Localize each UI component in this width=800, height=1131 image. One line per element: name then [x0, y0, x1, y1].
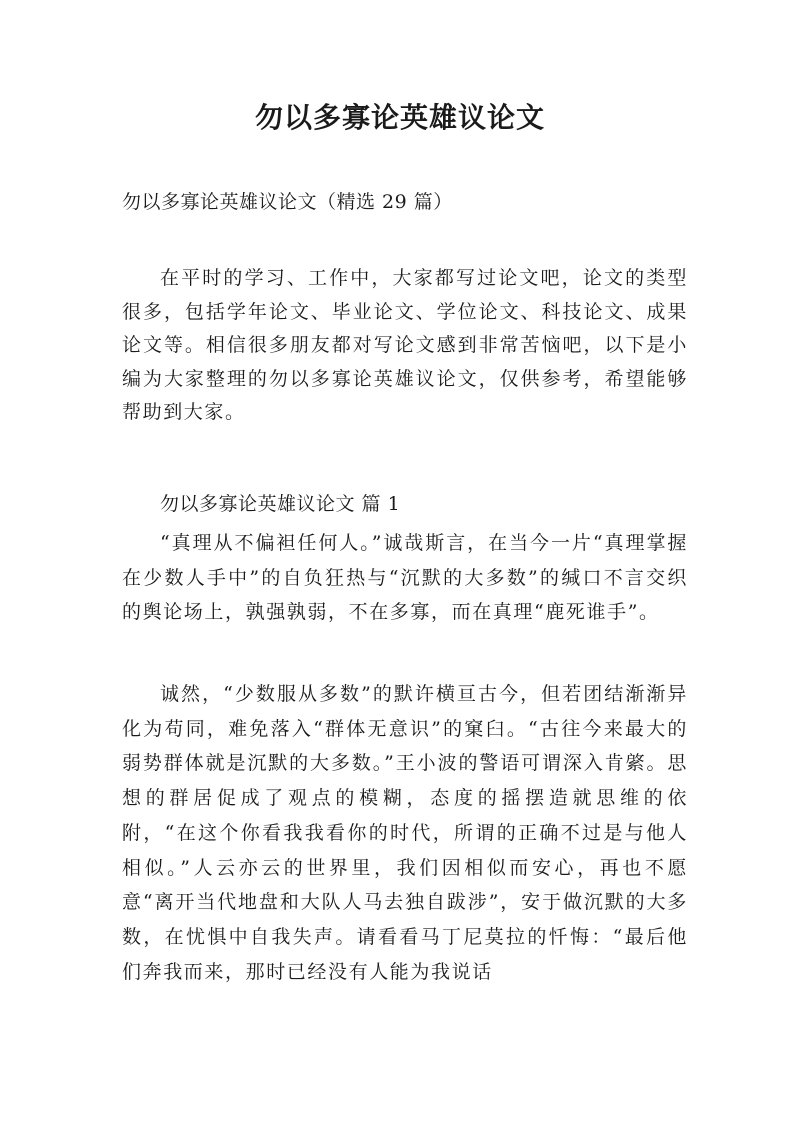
document-subtitle: 勿以多寡论英雄议论文（精选 29 篇） [122, 191, 453, 213]
body-paragraph-1: “真理从不偏袒任何人。”诚哉斯言，在当今一片“真理掌握在少数人手中”的自负狂热与“沉默的大多数”的缄口不言交织的舆论场上，孰强孰弱，不在多寡，而在真理“鹿死谁手”。 [122, 532, 688, 624]
body-paragraph-2: 诚然，“少数服从多数”的默许横亘古今，但若团结渐渐异化为苟同，难免落入“群体无意识”的窠臼。“古往今来最大的弱势群体就是沉默的大多数。”王小波的警语可谓深入肯綮。思想的群居促成了观点的模糊，态度的摇摆造就思维的依附，“在这个你看我我看你的时代，所谓的正确不过是与他人相似。”人云亦云的世界里，我们因相似而安心，再也不愿意“离开当代地盘和大队人马去独自跋涉”，安于做沉默的大多数，在忧惧中自我失声。请看看马丁尼莫拉的忏悔：“最后他们奔我而来，那时已经没有人能为我说话 [122, 683, 688, 983]
document-title: 勿以多寡论英雄议论文 [254, 101, 545, 134]
intro-paragraph: 在平时的学习、工作中，大家都写过论文吧，论文的类型很多，包括学年论文、毕业论文、学位论文、科技论文、成果论文等。相信很多朋友都对写论文感到非常苦恼吧，以下是小编为大家整理的勿以多寡论英雄议论文，仅供参考，希望能够帮助到大家。 [122, 267, 688, 423]
section-heading: 勿以多寡论英雄议论文 篇 1 [160, 493, 401, 515]
